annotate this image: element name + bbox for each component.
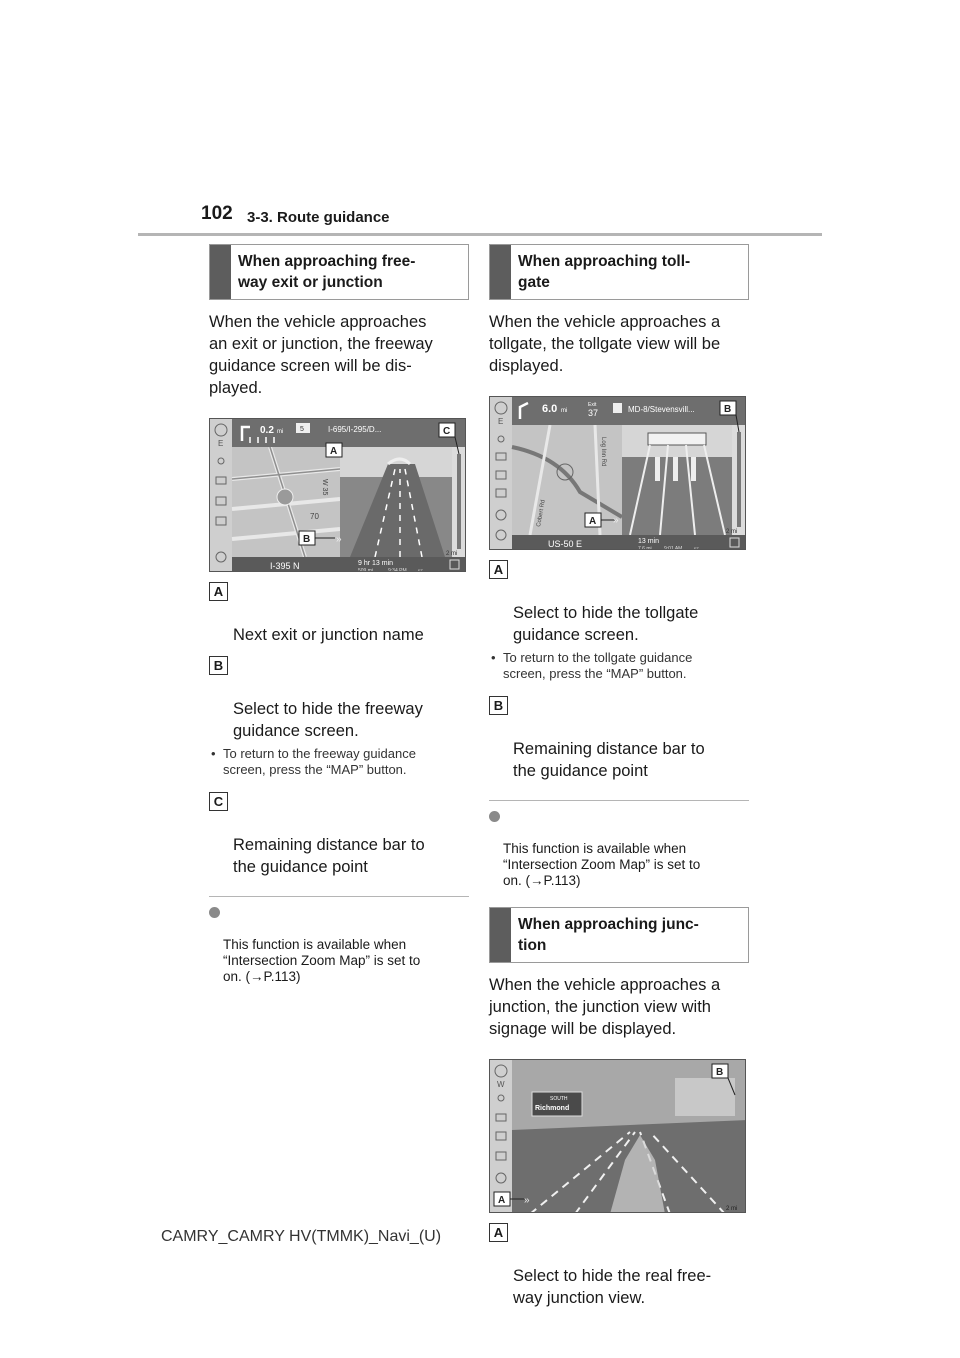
svg-text:0.2: 0.2 xyxy=(260,425,274,436)
svg-text:9 hr 13 min: 9 hr 13 min xyxy=(358,560,394,567)
page-number: 102 xyxy=(201,203,233,224)
svg-text:I-695/I-295/D...: I-695/I-295/D... xyxy=(328,425,382,434)
callout-letter: A xyxy=(489,560,508,579)
svg-text:Cobert Rd: Cobert Rd xyxy=(536,499,547,528)
heading-text: When approaching toll- gate xyxy=(518,253,691,291)
heading-text: When approaching free- way exit or junction xyxy=(238,253,416,291)
heading-text: When approaching junc- tion xyxy=(518,916,699,954)
callout-text: Remaining distance bar to the guidance point xyxy=(233,836,425,876)
divider xyxy=(209,896,469,897)
toll-callout-b xyxy=(489,694,749,782)
tollgate-heading xyxy=(489,244,749,300)
svg-text:»: » xyxy=(336,534,342,545)
info-text: This function is available when “Intersection Zoom Map” is set to on. (→P.113) xyxy=(223,937,421,984)
svg-text:US-50 E: US-50 E xyxy=(548,539,583,549)
freeway-intro-paragraph: When the vehicle approaches an exit or junction, the freeway guidance screen will be dis- played. xyxy=(209,313,433,397)
svg-text:I-395 N: I-395 N xyxy=(270,561,300,571)
svg-text:B: B xyxy=(724,404,732,415)
callout-text: Select to hide the freeway guidance screen. xyxy=(233,700,423,740)
svg-text:Richmond: Richmond xyxy=(535,1105,570,1112)
callout-letter: C xyxy=(209,792,228,811)
svg-text:ET: ET xyxy=(694,546,700,550)
callout-c xyxy=(209,790,469,878)
callout-text: Next exit or junction name xyxy=(233,626,424,644)
heading-bar xyxy=(210,245,231,299)
svg-text:9:01 AM: 9:01 AM xyxy=(664,546,683,550)
info-bullet-icon xyxy=(489,811,500,822)
guidance-bottom-bar xyxy=(232,557,466,572)
return-note: • To return to the tollgate guidance screen, press the “MAP” button. xyxy=(489,650,749,682)
heading-bar xyxy=(490,908,511,962)
svg-text:B: B xyxy=(303,534,311,545)
svg-text:B: B xyxy=(716,1067,724,1078)
svg-text:C: C xyxy=(443,426,451,437)
callout-letter: A xyxy=(209,582,228,601)
svg-text:A: A xyxy=(330,446,338,457)
callout-b xyxy=(209,654,469,742)
availability-note xyxy=(209,905,469,985)
svg-text:A: A xyxy=(589,516,597,527)
svg-text:ET: ET xyxy=(418,568,424,572)
junction-guidance-screenshot xyxy=(489,1059,746,1213)
svg-text:2 mi: 2 mi xyxy=(446,551,458,557)
svg-text:37: 37 xyxy=(588,408,599,418)
svg-text:MD-8/Stevensvill...: MD-8/Stevensvill... xyxy=(628,405,695,414)
callout-text: Select to hide the real free- way junction view. xyxy=(513,1267,712,1307)
callout-letter: B xyxy=(209,656,228,675)
svg-text:509 mi: 509 mi xyxy=(358,568,374,572)
svg-text:2 mi: 2 mi xyxy=(726,529,738,535)
return-note: • To return to the freeway guidance screen, press the “MAP” button. xyxy=(209,746,469,778)
svg-text:A: A xyxy=(498,1195,506,1206)
heading-bar xyxy=(490,245,511,299)
junction-intro-paragraph: When the vehicle approaches a junction, the junction view with signage will be displayed. xyxy=(489,976,721,1038)
callout-text: Select to hide the tollgate guidance screen. xyxy=(513,604,699,644)
right-column xyxy=(489,244,749,1309)
svg-text:9:34 PM: 9:34 PM xyxy=(388,568,407,572)
svg-text:»: » xyxy=(524,1195,530,1206)
svg-text:2 mi: 2 mi xyxy=(726,1206,738,1212)
callout-letter: A xyxy=(489,1223,508,1242)
junction-heading xyxy=(489,907,749,963)
svg-text:mi: mi xyxy=(277,429,284,435)
info-bullet-icon xyxy=(209,907,220,918)
section-title: 3-3. Route guidance xyxy=(247,209,390,226)
svg-text:W: W xyxy=(497,1080,505,1089)
freeway-guidance-screenshot xyxy=(209,418,466,572)
svg-text:W 35: W 35 xyxy=(321,479,328,496)
left-column xyxy=(209,244,469,985)
divider xyxy=(489,800,749,801)
svg-text:13 min: 13 min xyxy=(638,538,660,545)
svg-text:Log Inn Rd: Log Inn Rd xyxy=(600,437,606,467)
map-number-label: 70 xyxy=(310,512,319,521)
tollgate-intro-paragraph: When the vehicle approaches a tollgate, the tollgate view will be displayed. xyxy=(489,313,721,375)
svg-text:SOUTH: SOUTH xyxy=(550,1096,568,1102)
freeway-exit-heading xyxy=(209,244,469,300)
callout-a xyxy=(209,580,469,646)
svg-text:5: 5 xyxy=(300,426,304,433)
svg-text:6.0: 6.0 xyxy=(542,403,558,415)
tollgate-guidance-screenshot xyxy=(489,396,746,550)
svg-text:»: » xyxy=(613,515,619,526)
svg-text:7.6 mi: 7.6 mi xyxy=(638,546,652,550)
toll-callout-a xyxy=(489,558,749,646)
callout-text: Remaining distance bar to the guidance point xyxy=(513,740,705,780)
svg-text:mi: mi xyxy=(561,408,568,414)
callout-letter: B xyxy=(489,696,508,715)
svg-text:Exit: Exit xyxy=(588,402,597,408)
availability-note xyxy=(489,809,749,889)
info-text: This function is available when “Intersection Zoom Map” is set to on. (→P.113) xyxy=(503,841,701,888)
header-divider xyxy=(138,233,822,236)
footer-model-code: CAMRY_CAMRY HV(TMMK)_Navi_(U) xyxy=(161,1228,442,1245)
junction-callout-a xyxy=(489,1221,749,1309)
compass-label: E xyxy=(218,439,224,448)
svg-text:E: E xyxy=(498,417,504,426)
